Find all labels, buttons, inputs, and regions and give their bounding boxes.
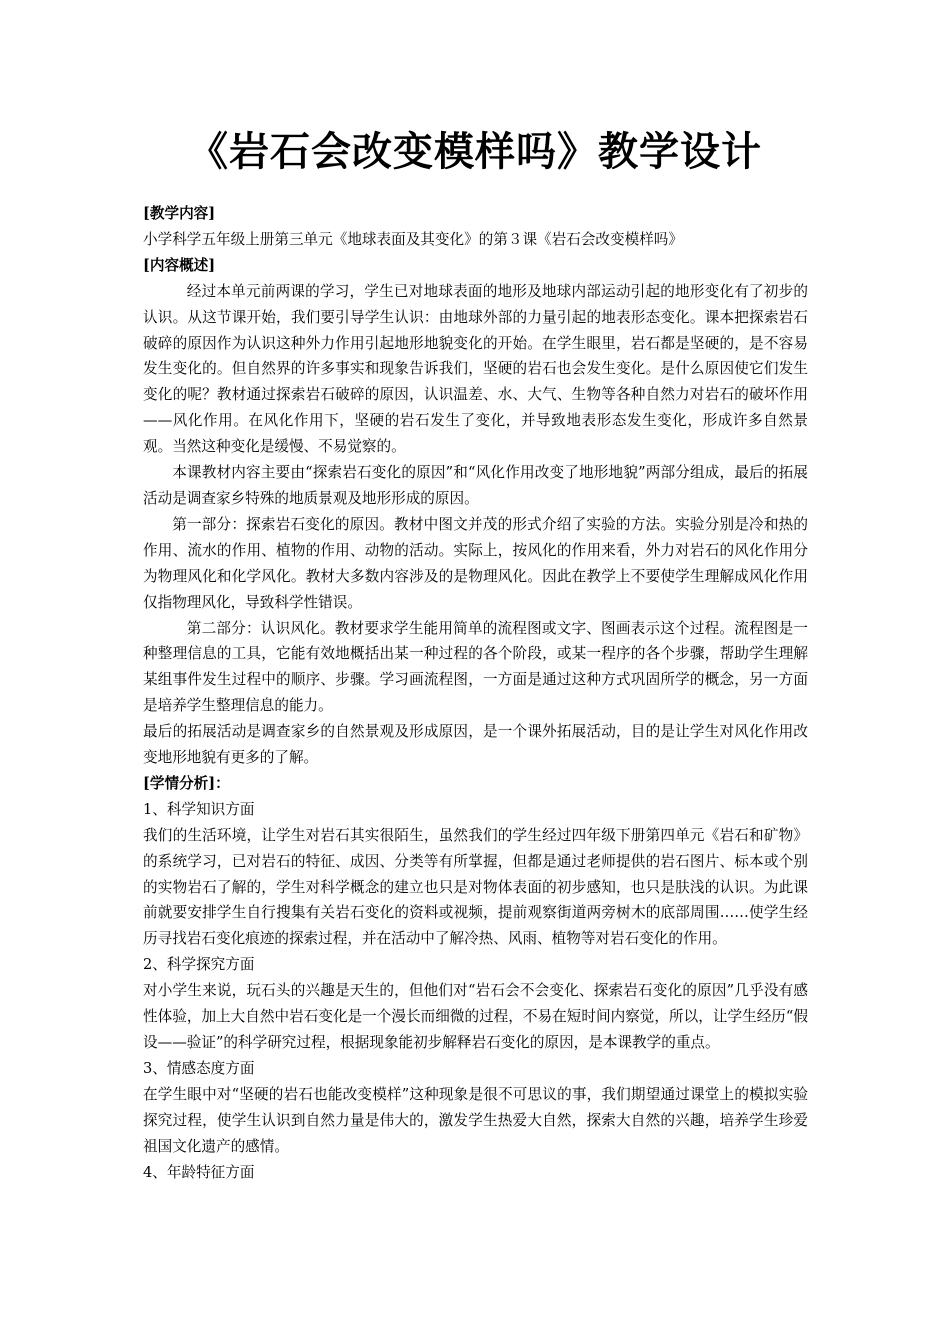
overview-paragraph-1: 经过本单元前两课的学习，学生已对地球表面的地形及地球内部运动引起的地形变化有了初步的认识。从这节课开始，我们要引导学生认识：由地球外部的力量引起的地表形态变化。课本把探索岩石破碎的原因作为认识这种外力作用引起地形地貌变化的开始。在学生眼里，岩石都是坚硬的，是不容易发生变化的。但自然界的许多事实和现象告诉我们，坚硬的岩石也会发生变化。是什么原因使它们发生变化的呢？教材通过探索岩石破碎的原因，认识温差、水、大气、生物等各种自然力对岩石的破坏作用——风化作用。在风化作用下，坚硬的岩石发生了变化，并导致地表形态发生变化，形成许多自然景观。当然这种变化是缓慢、不易觉察的。	[143, 282, 808, 456]
analysis-item-3-title: 3、情感态度方面	[143, 1059, 255, 1077]
analysis-item-4-title: 4、年龄特征方面	[143, 1163, 255, 1181]
overview-paragraph-2: 本课教材内容主要由“探索岩石变化的原因”和“风化作用改变了地形地貌”两部分组成，最后的拓展活动是调查家乡特殊的地质景观及地形形成的原因。	[143, 464, 808, 507]
analysis-item-2-title: 2、科学探究方面	[143, 956, 255, 974]
analysis-item-2-text: 对小学生来说，玩石头的兴趣是天生的，但他们对“岩石会不会变化、探索岩石变化的原因”几乎没有感性体验，加上大自然中岩石变化是一个漫长而细微的过程，不易在短时间内察觉，所以，让学生经历“假设——验证”的科学研究过程，根据现象能初步解释岩石变化的原因，是本课教学的重点。	[143, 982, 808, 1051]
overview-paragraph-3: 第一部分：探索岩石变化的原因。教材中图文并茂的形式介绍了实验的方法。实验分别是冷和热的作用、流水的作用、植物的作用、动物的活动。实际上，按风化的作用来看，外力对岩石的风化作用分为物理风化和化学风化。教材大多数内容涉及的是物理风化。因此在教学上不要使学生理解成风化作用仅指物理风化，导致科学性错误。	[143, 515, 808, 611]
analysis-item-1-text: 我们的生活环境，让学生对岩石其实很陌生，虽然我们的学生经过四年级下册第四单元《岩石和矿物》的系统学习，已对岩石的特征、成因、分类等有所掌握，但都是通过老师提供的岩石图片、标本或个别的实物岩石了解的，学生对科学概念的建立也只是对物体表面的初步感知，也只是肤浅的认识。为此课前就要安排学生自行搜集有关岩石变化的资料或视频，提前观察街道两旁树木的底部周围……使学生经历寻找岩石变化痕迹的探索过程，并在活动中了解冷热、风雨、植物等对岩石变化的作用。	[143, 826, 808, 948]
analysis-item-3-text: 在学生眼中对“坚硬的岩石也能改变模样”这种现象是很不可思议的事，我们期望通过课堂上的模拟实验探究过程，使学生认识到自然力量是伟大的，激发学生热爱大自然，探索大自然的兴趣，培养学生珍爱祖国文化遗产的感情。	[143, 1085, 808, 1155]
analysis-item-1-title: 1、科学知识方面	[143, 800, 255, 818]
teaching-content-text: 小学科学五年级上册第三单元《地球表面及其变化》的第３课《岩石会改变模样吗》	[143, 230, 683, 248]
overview-paragraph-5: 最后的拓展活动是调查家乡的自然景观及形成原因，是一个课外拓展活动，目的是让学生对风化作用改变地形地貌有更多的了解。	[143, 723, 808, 767]
section-heading-student-analysis: [学情分析]：	[143, 774, 230, 792]
document-title: 《岩石会改变模样吗》教学设计	[188, 129, 762, 175]
section-heading-overview: [内容概述]	[143, 256, 216, 274]
section-heading-teaching-content: [教学内容]	[143, 205, 216, 222]
overview-paragraph-4: 第二部分：认识风化。教材要求学生能用简单的流程图或文字、图画表示这个过程。流程图是一种整理信息的工具，它能有效地概括出某一种过程的各个阶段，或某一程序的各个步骤，帮助学生理解某组事件发生过程中的顺序、步骤。学习画流程图，一方面是通过这种方式巩固所学的概念，另一方面是培养学生整理信息的能力。	[143, 619, 808, 715]
document-body	[143, 201, 808, 1185]
